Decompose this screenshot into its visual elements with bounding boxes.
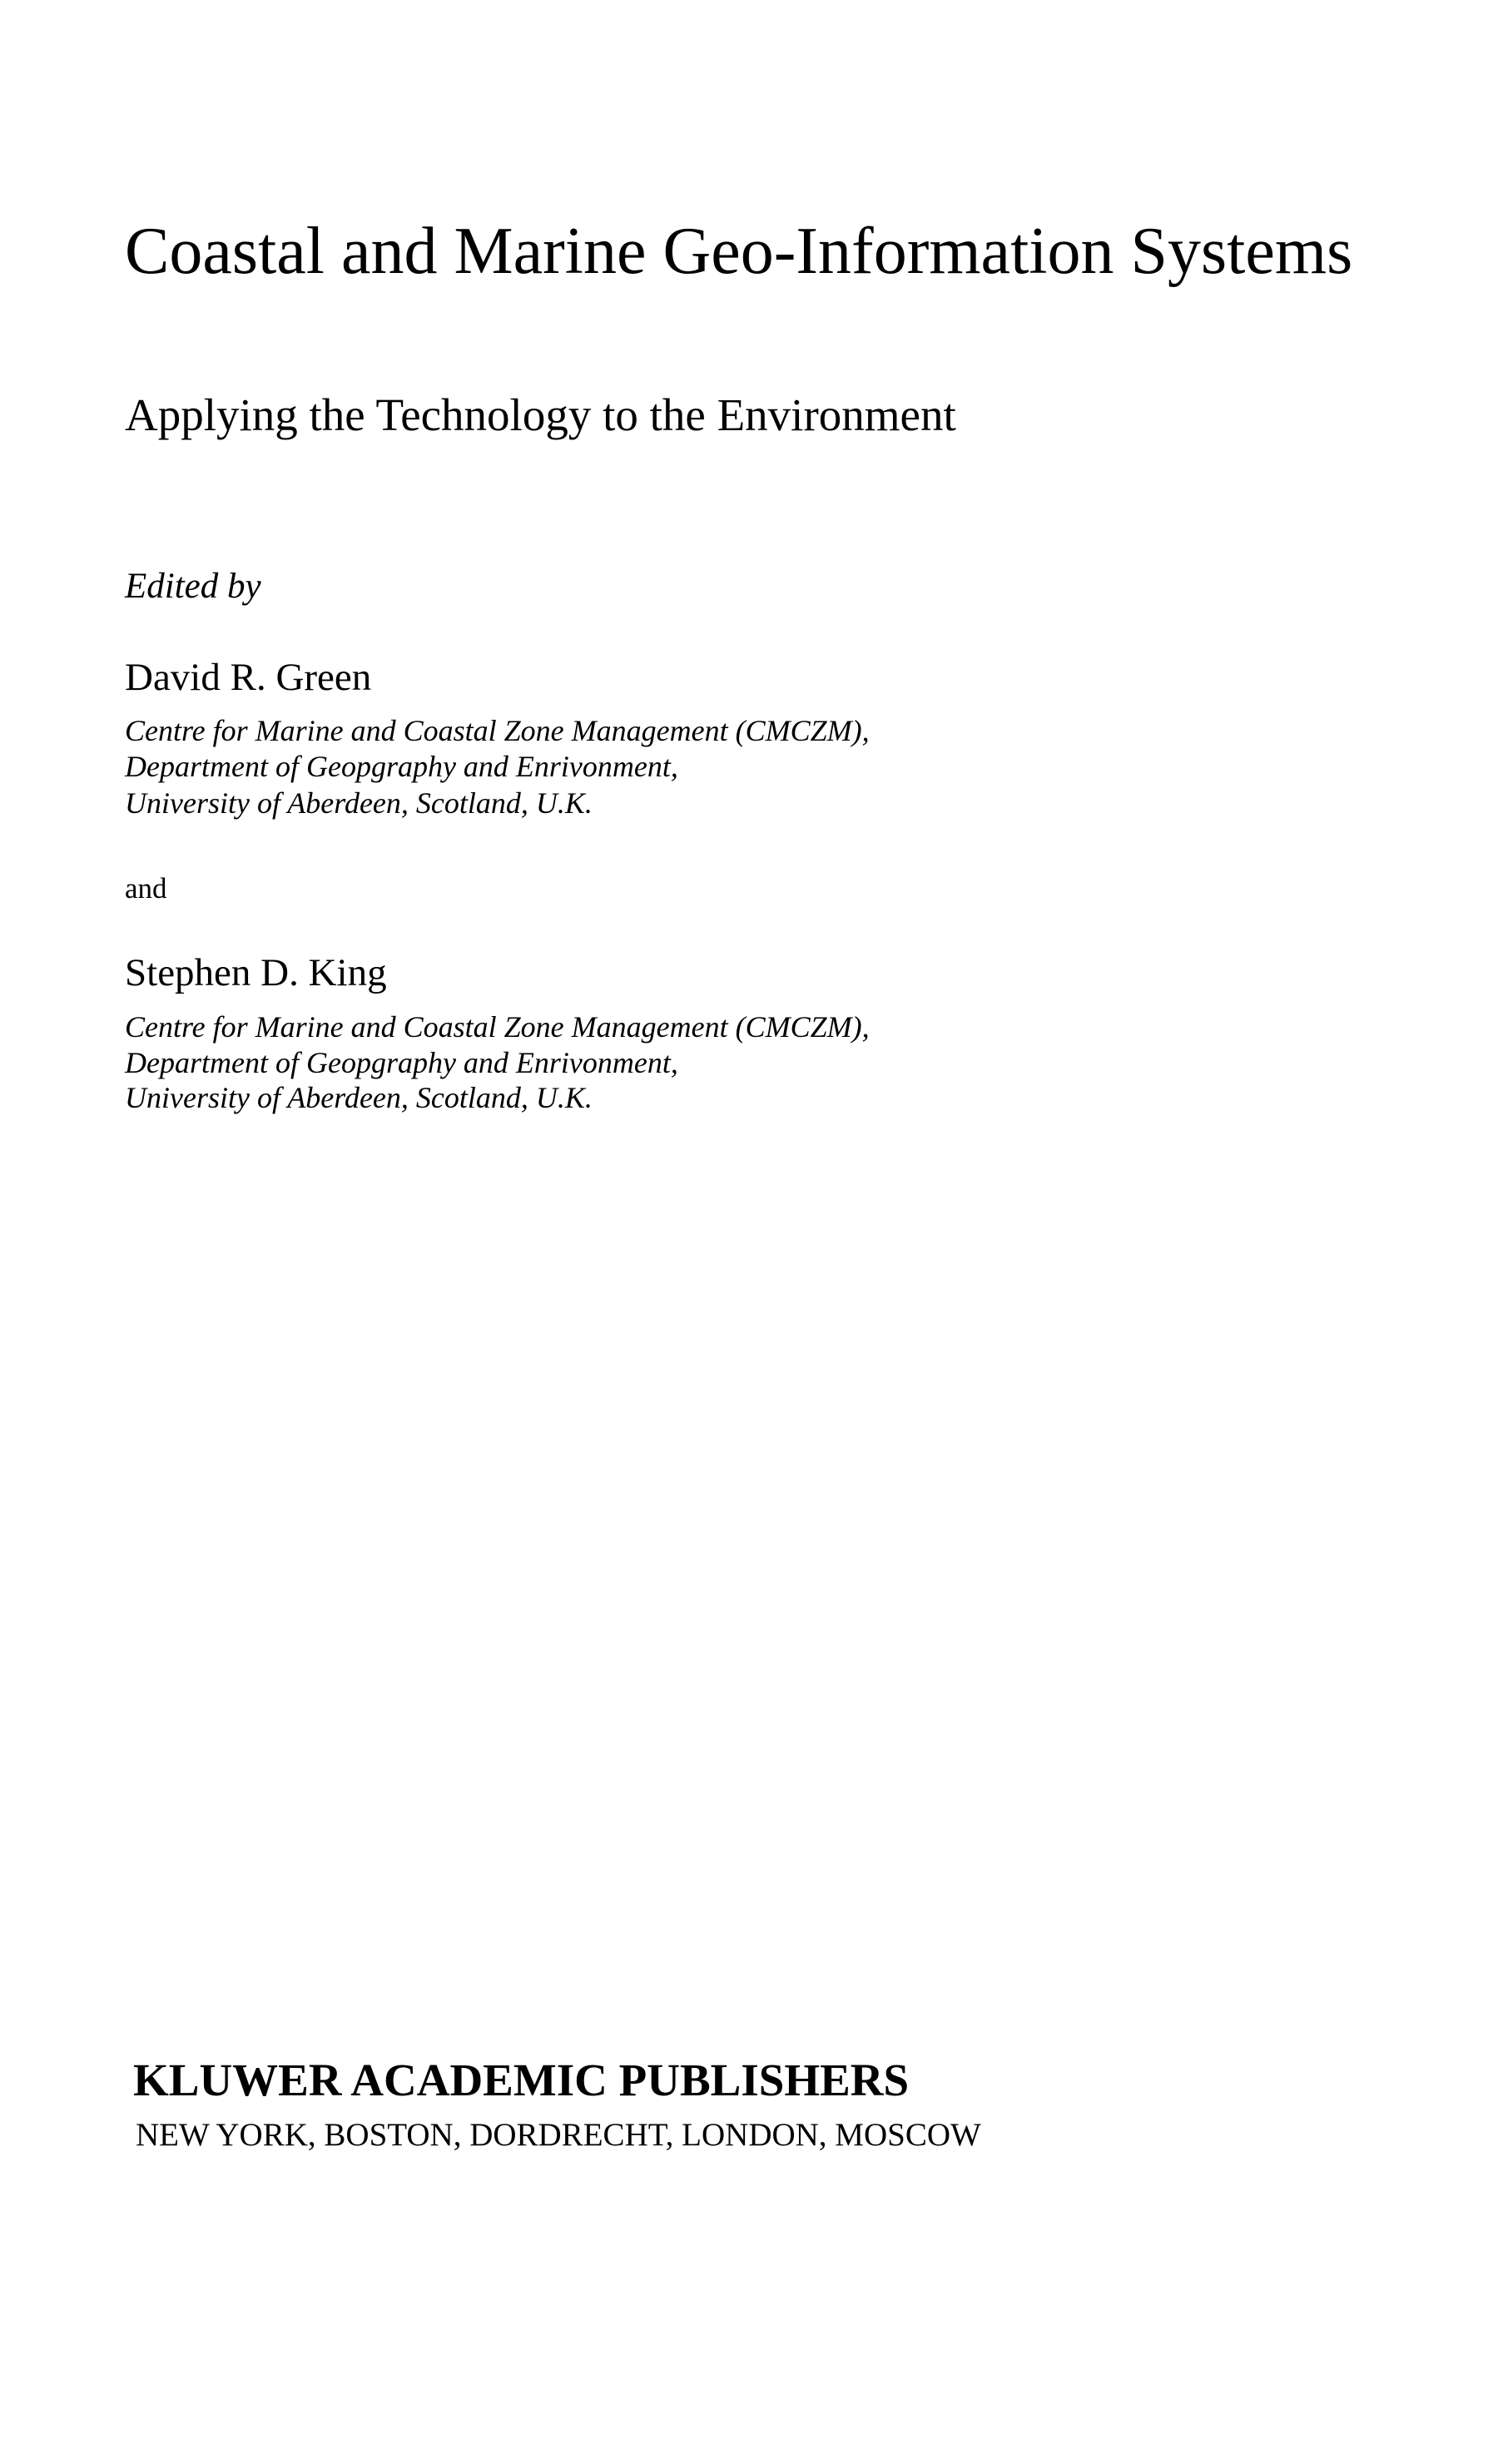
editor-affiliation-line: University of Aberdeen, Scotland, U.K.	[125, 786, 593, 820]
editor-affiliation-line: Department of Geopgraphy and Enrivonment,	[125, 750, 678, 783]
editor-name: David R. Green	[125, 656, 372, 699]
conjunction-and: and	[125, 872, 167, 905]
publisher-name: KLUWER ACADEMIC PUBLISHERS	[133, 2055, 910, 2105]
book-title: Coastal and Marine Geo-Information Systems	[125, 215, 1353, 288]
editor-affiliation-line: Department of Geopgraphy and Enrivonment,	[125, 1046, 678, 1079]
editor-affiliation-line: Centre for Marine and Coastal Zone Management (CMCZM),	[125, 714, 870, 747]
editor-affiliation-line: Centre for Marine and Coastal Zone Management (CMCZM),	[125, 1010, 870, 1044]
editor-name: Stephen D. King	[125, 951, 387, 994]
editor-affiliation-line: University of Aberdeen, Scotland, U.K.	[125, 1081, 593, 1114]
book-subtitle: Applying the Technology to the Environment	[125, 389, 956, 440]
edited-by-label: Edited by	[125, 567, 261, 606]
publisher-locations: NEW YORK, BOSTON, DORDRECHT, LONDON, MOSCOW	[136, 2117, 981, 2153]
